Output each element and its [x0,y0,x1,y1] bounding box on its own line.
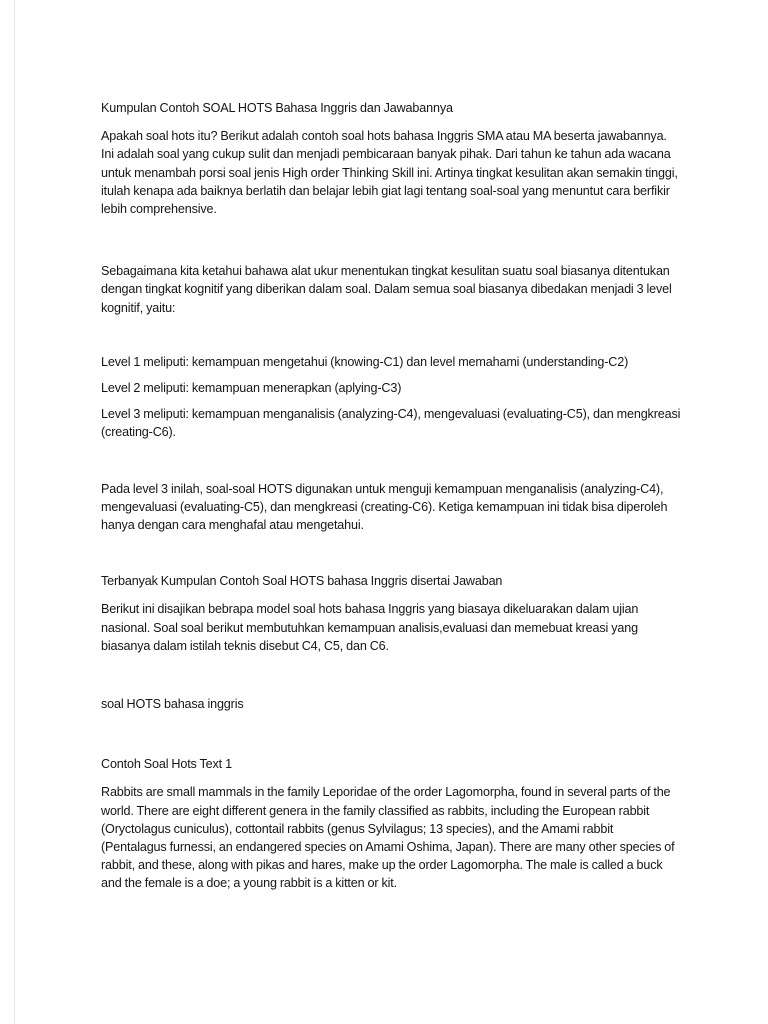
document-title: Kumpulan Contoh SOAL HOTS Bahasa Inggris dan Jawabannya [101,101,453,115]
berikut-paragraph: Berikut ini disajikan bebrapa model soal hots bahasa Inggris yang biasaya dikeluarakan dalam ujian nasional. Soal soal berikut membutuhkan kemampuan analisis,evaluasi dan memebuat kreasi yang biasanya dalam istilah teknis disebut C4, C5, dan C6. [101,602,639,653]
soal-label: soal HOTS bahasa inggris [101,697,244,712]
level-3-paragraph: Pada level 3 inilah, soal-soal HOTS digunakan untuk menguji kemampuan menganalisis (analyzing-C4), mengevaluasi (evaluating-C5), dan mengkreasi (creating-C6). Ketiga kemampuan ini tidak bisa diperoleh hanya dengan cara menghafal atau mengetahui. [101,481,668,533]
document-body [101,99,681,893]
level-1-item: Level 1 meliputi: kemampuan mengetahui (knowing-C1) dan level memahami (understanding-C2) [101,354,629,369]
section-heading: Terbanyak Kumpulan Contoh Soal HOTS bahasa Inggris disertai Jawaban [101,574,503,589]
page-edge-divider [14,0,15,1024]
contoh-heading: Contoh Soal Hots Text 1 [101,757,232,772]
intro-paragraph: Apakah soal hots itu? Berikut adalah contoh soal hots bahasa Inggris SMA atau MA beserta jawabannya. Ini adalah soal yang cukup sulit dan menjadi pembicaraan banyak pihak. Dari tahun ke tahun ada wacana untuk menambah porsi soal jenis High order Thinking Skill ini. Artinya tingkat kesulitan akan semakin tinggi, itulah kenapa ada baiknya berlatih dan belajar lebih giat lagi tentang soal-soal yang menuntut cara berfikir lebih comprehensive. [101,129,678,217]
rabbit-paragraph: Rabbits are small mammals in the family Leporidae of the order Lagomorpha, found in several parts of the world. There are eight different genera in the family classified as rabbits, including the European rabbit (Oryctolagus cuniculus), cottontail rabbits (genus Sylvilagus; 13 species), and the Amami rabbit (Pentalagus furnessi, an endangered species on Amami Oshima, Japan). There are many other species of rabbit, and these, along with pikas and hares, make up the order Lagomorpha. The male is called a buck and the female is a doe; a young rabbit is a kitten or kit. [101,785,675,891]
measure-paragraph: Sebagaimana kita ketahui bahawa alat ukur menentukan tingkat kesulitan suatu soal biasanya ditentukan dengan tingkat kognitif yang diberikan dalam soal. Dalam semua soal biasanya dibedakan menjadi 3 level kognitif, yaitu: [101,264,672,315]
level-3-item: Level 3 meliputi: kemampuan menganalisis (analyzing-C4), mengevaluasi (evaluating-C5), dan mengkreasi (creating-C6). [101,407,681,440]
level-2-item: Level 2 meliputi: kemampuan menerapkan (aplying-C3) [101,381,402,396]
